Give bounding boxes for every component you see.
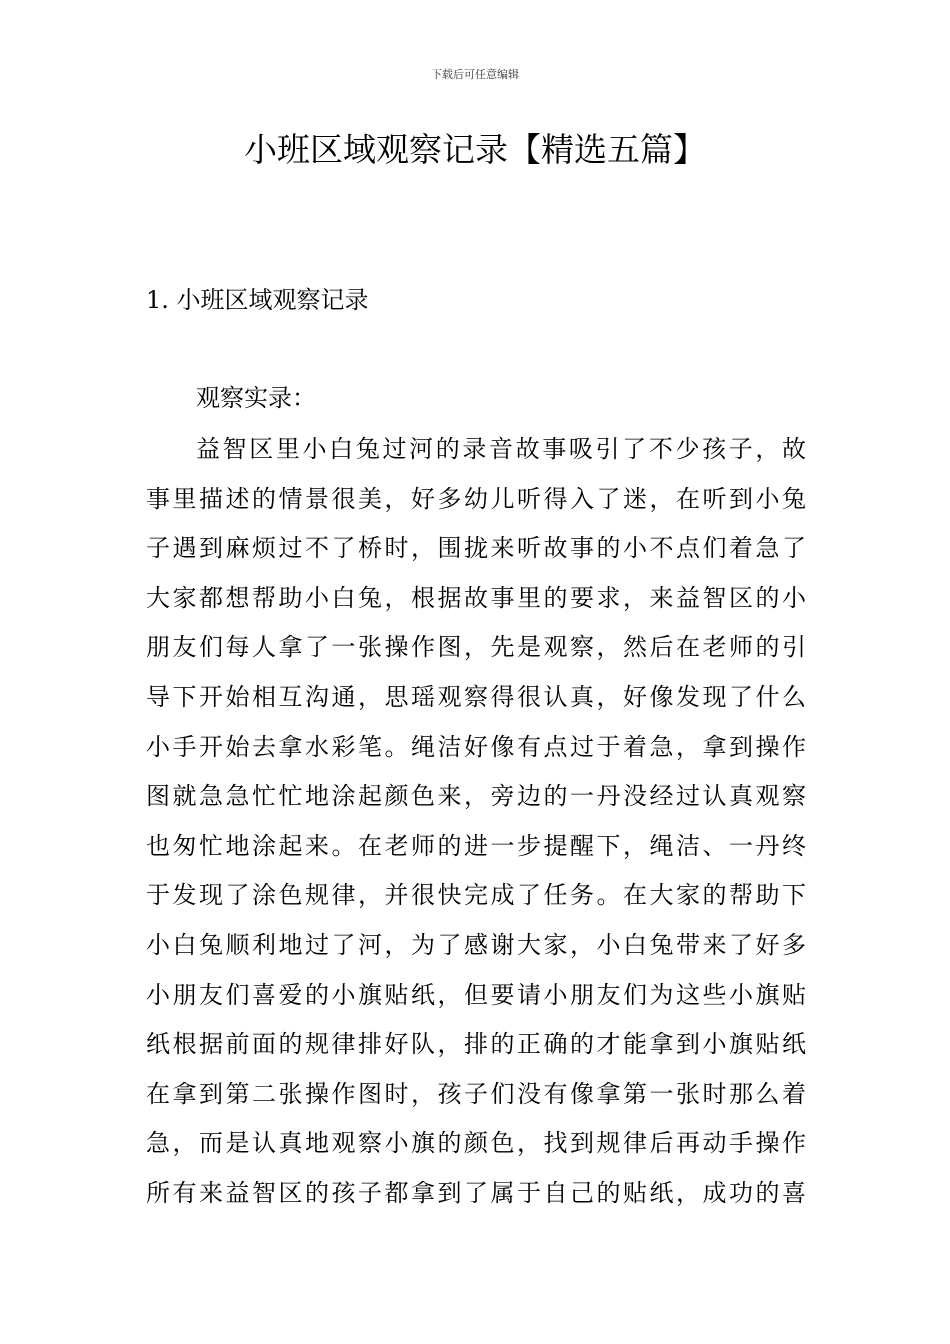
- body-line: 在拿到第二张操作图时，孩子们没有像拿第一张时那么着: [146, 1079, 806, 1108]
- body-line: 小朋友们喜爱的小旗贴纸，但要请小朋友们为这些小旗贴: [146, 980, 806, 1009]
- observation-label: 观察实录：: [196, 384, 316, 412]
- page-header-note: 下载后可任意编辑: [431, 68, 519, 81]
- section-heading: 1. 小班区域观察记录: [146, 286, 369, 314]
- body-line: 所有来益智区的孩子都拿到了属于自己的贴纸，成功的喜: [146, 1178, 806, 1207]
- body-line: 朋友们每人拿了一张操作图，先是观察，然后在老师的引: [146, 633, 806, 662]
- body-line: 小手开始去拿水彩笔。绳洁好像有点过于着急，拿到操作: [146, 732, 806, 761]
- document-title: 小班区域观察记录【精选五篇】: [244, 130, 706, 169]
- body-line: 急，而是认真地观察小旗的颜色，找到规律后再动手操作: [146, 1129, 806, 1158]
- body-paragraph: [146, 431, 806, 1225]
- body-line: 也匆忙地涂起来。在老师的进一步提醒下，绳洁、一丹终: [146, 831, 806, 860]
- body-line: 于发现了涂色规律，并很快完成了任务。在大家的帮助下: [146, 881, 806, 910]
- body-line: 图就急急忙忙地涂起颜色来，旁边的一丹没经过认真观察: [146, 782, 806, 811]
- body-line: 小白兔顺利地过了河，为了感谢大家，小白兔带来了好多: [146, 930, 806, 959]
- body-line: 导下开始相互沟通，思瑶观察得很认真，好像发现了什么: [146, 682, 806, 711]
- body-line: 事里描述的情景很美，好多幼儿听得入了迷，在听到小兔: [146, 484, 806, 513]
- body-line: 子遇到麻烦过不了桥时，围拢来听故事的小不点们着急了: [146, 534, 806, 563]
- body-line: 大家都想帮助小白兔，根据故事里的要求，来益智区的小: [146, 583, 806, 612]
- body-line: 益智区里小白兔过河的录音故事吸引了不少孩子，故: [196, 435, 806, 463]
- body-line: 纸根据前面的规律排好队，排的正确的才能拿到小旗贴纸: [146, 1030, 806, 1059]
